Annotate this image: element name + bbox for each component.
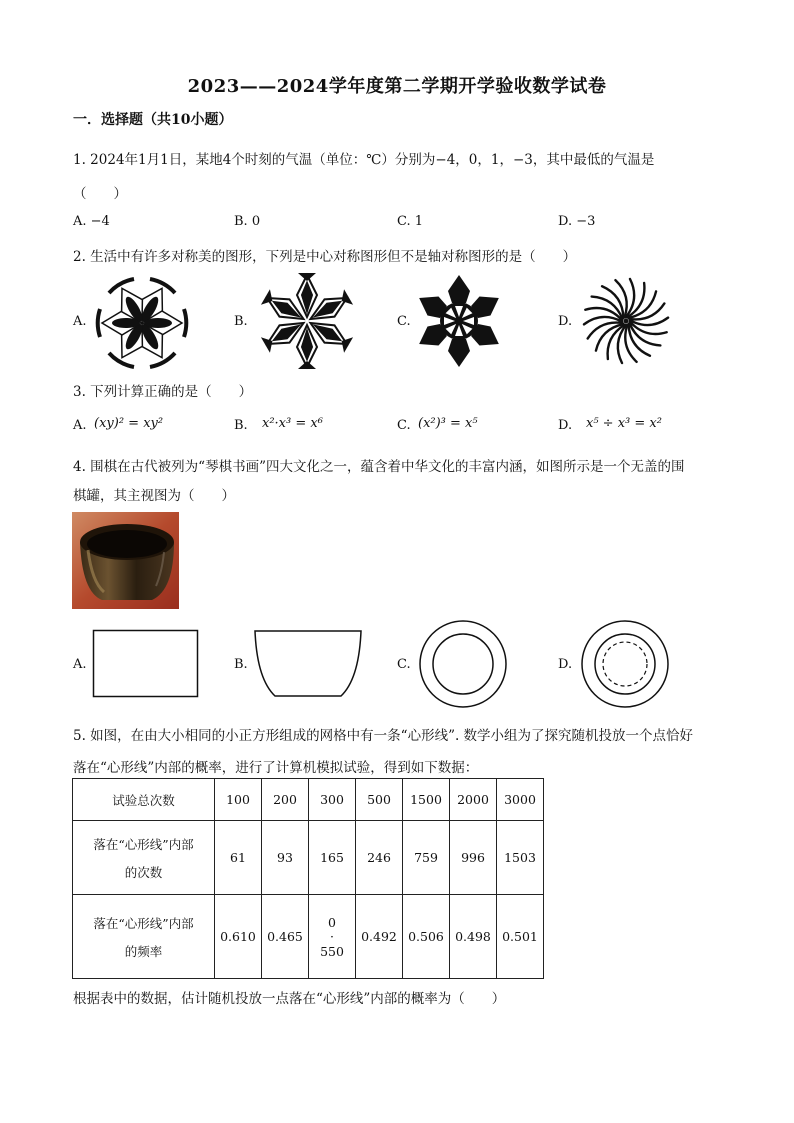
q2-figure-c-snowflake-icon[interactable] <box>414 273 504 369</box>
table-cell: 1503 <box>497 821 544 895</box>
q1-stem: 1. 2024年1月1日，某地4个时刻的气温（单位：℃）分别为−4，0，1，−3，其中最低的气温是 <box>73 152 655 168</box>
table-row-header <box>73 895 215 979</box>
q4-option-a-label[interactable]: A. <box>73 657 87 672</box>
q3-option-c-label[interactable]: C. <box>397 418 411 433</box>
q2-figure-b-star-icon[interactable] <box>252 272 362 370</box>
table-cell: 1500 <box>403 779 450 821</box>
q3-stem: 3. 下列计算正确的是（ ） <box>73 384 253 400</box>
table-row-counts <box>73 821 544 895</box>
table-cell: 0.610 <box>215 895 262 979</box>
table-cell-part: 550 <box>320 943 344 959</box>
q2-option-b-label[interactable]: B. <box>234 314 248 329</box>
table-cell: 200 <box>262 779 309 821</box>
q3-option-c-expr[interactable]: (x²)³ = x⁵ <box>418 416 478 431</box>
table-cell: 300 <box>309 779 356 821</box>
q2-option-a-label[interactable]: A. <box>73 314 87 329</box>
table-cell: 0.506 <box>403 895 450 979</box>
table-cell: 61 <box>215 821 262 895</box>
q4-stem: 4. 围棋在古代被列为“琴棋书画”四大文化之一，蕴含着中华文化的丰富内涵，如图所示是一个无盖的围 <box>73 459 685 475</box>
q4-figure-c-rings[interactable] <box>418 619 508 709</box>
table-cell: 500 <box>356 779 403 821</box>
section-heading: 一．选择题（共10小题） <box>73 112 233 128</box>
table-cell: 0.501 <box>497 895 544 979</box>
q1-stem-cont: （ ） <box>73 186 127 202</box>
q4-option-d-label[interactable]: D. <box>558 657 573 672</box>
table-cell: 100 <box>215 779 262 821</box>
table-cell: 165 <box>309 821 356 895</box>
table-row-header-line1: 落在“心形线”内部 <box>93 915 194 931</box>
table-cell: 0.492 <box>356 895 403 979</box>
q1-option-b[interactable]: B. 0 <box>234 214 261 229</box>
q4-figure-b-bowl-side[interactable] <box>253 629 363 699</box>
q2-figure-d-swirl-icon[interactable] <box>578 275 674 367</box>
q5-conclusion: 根据表中的数据，估计随机投放一点落在“心形线”内部的概率为（ ） <box>73 991 506 1007</box>
table-cell: 0.498 <box>450 895 497 979</box>
q2-option-c-label[interactable]: C. <box>397 314 411 329</box>
q4-stem-cont: 棋罐，其主视图为（ ） <box>73 488 235 504</box>
q4-figure-a-rectangle[interactable] <box>92 629 200 699</box>
table-cell-part: · <box>330 928 334 944</box>
table-cell <box>309 895 356 979</box>
table-cell: 3000 <box>497 779 544 821</box>
q1-option-a[interactable]: A. −4 <box>73 214 110 229</box>
page-title: 2023——2024学年度第二学期开学验收数学试卷 <box>187 76 607 97</box>
q2-stem: 2. 生活中有许多对称美的图形，下列是中心对称图形但不是轴对称图形的是（ ） <box>73 249 577 265</box>
table-cell: 996 <box>450 821 497 895</box>
table-row-totals <box>73 779 544 821</box>
table-row-header <box>73 821 215 895</box>
q4-figure-d-rings-dashed[interactable] <box>580 619 670 709</box>
data-table <box>72 778 544 979</box>
q3-option-a-expr[interactable]: (xy)² = xy² <box>94 416 164 431</box>
q5-stem-cont: 落在“心形线”内部的概率，进行了计算机模拟试验，得到如下数据： <box>73 760 479 776</box>
table-row-header-line2: 的次数 <box>124 864 163 880</box>
q3-option-b-label[interactable]: B. <box>234 418 248 433</box>
q1-option-d[interactable]: D. −3 <box>558 214 596 229</box>
q3-option-a-label[interactable]: A. <box>73 418 87 433</box>
q2-figure-a-flower-icon[interactable] <box>92 275 192 371</box>
table-row-freqs <box>73 895 544 979</box>
table-row-header: 试验总次数 <box>73 779 215 821</box>
table-cell: 246 <box>356 821 403 895</box>
q4-option-c-label[interactable]: C. <box>397 657 411 672</box>
go-bowl-photo <box>72 512 179 609</box>
table-row-header-line2: 的频率 <box>124 943 163 959</box>
q2-option-d-label[interactable]: D. <box>558 314 573 329</box>
q3-option-b-expr[interactable]: x²·x³ = x⁶ <box>262 416 323 431</box>
table-cell: 759 <box>403 821 450 895</box>
q1-option-c[interactable]: C. 1 <box>397 214 424 229</box>
table-cell-part: 0 <box>328 914 336 930</box>
q5-stem: 5. 如图，在由大小相同的小正方形组成的网格中有一条“心形线”. 数学小组为了探究随机投放一个点恰好 <box>73 728 694 744</box>
table-cell: 2000 <box>450 779 497 821</box>
table-cell: 93 <box>262 821 309 895</box>
q3-option-d-label[interactable]: D. <box>558 418 573 433</box>
table-row-header-line1: 落在“心形线”内部 <box>93 836 194 852</box>
q4-option-b-label[interactable]: B. <box>234 657 248 672</box>
q3-option-d-expr[interactable]: x⁵ ÷ x³ = x² <box>586 416 662 431</box>
table-cell: 0.465 <box>262 895 309 979</box>
